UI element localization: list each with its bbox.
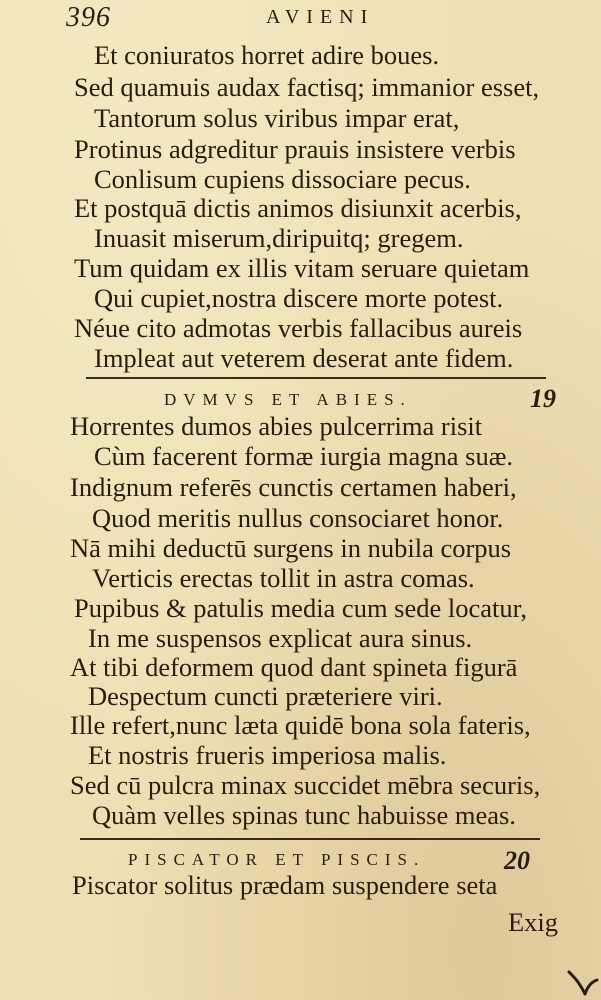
page-number: 396	[66, 2, 111, 33]
verse-line: Et nostris frueris imperiosa malis.	[88, 740, 447, 770]
fable-title: PISCATOR ET PISCIS.	[128, 850, 426, 869]
verse-line: Pupibus & patulis media cum sede locatur,	[74, 593, 528, 623]
section-rule	[86, 377, 546, 379]
verse-line: Sed cū pulcra minax succidet mēbra securis,	[70, 770, 541, 800]
verse-line: Despectum cuncti præteriere viri.	[88, 681, 443, 711]
verse-line: Quod meritis nullus consociaret honor.	[92, 503, 504, 533]
verse-line: Cùm facerent formæ iurgia magna suæ.	[94, 441, 513, 471]
verse-line: Indignum referēs cunctis certamen haberi,	[70, 472, 517, 502]
verse-line: Protinus adgreditur prauis insistere verbis	[74, 134, 516, 164]
running-head: AVIENI	[266, 6, 375, 28]
verse-line: Ille refert,nunc læta quidē bona sola fateris,	[70, 710, 531, 740]
verse-line: Impleat aut veterem deserat ante fidem.	[94, 343, 514, 373]
verse-line: Piscator solitus prædam suspendere seta	[72, 870, 498, 900]
verse-line: Conlisum cupiens dissociare pecus.	[94, 164, 471, 194]
fable-number: 19	[530, 384, 556, 413]
verse-line: Qui cupiet,nostra discere morte potest.	[94, 283, 504, 313]
verse-line: Nā mihi deductū surgens in nubila corpus	[70, 533, 512, 563]
verse-line: Et postquā dictis animos disiunxit acerbis,	[74, 193, 522, 223]
verse-line: In me suspensos explicat aura sinus.	[88, 623, 473, 653]
fable-title: DVMVS ET ABIES.	[164, 390, 412, 409]
verse-line: Horrentes dumos abies pulcerrima risit	[70, 411, 483, 441]
section-rule	[80, 838, 540, 840]
verse-line: Inuasit miserum,diripuitq; gregem.	[94, 223, 464, 253]
page-header	[66, 2, 546, 36]
verse-line: Quàm velles spinas tunc habuisse meas.	[92, 800, 516, 830]
verse-line: Tantorum solus viribus impar erat,	[94, 103, 460, 133]
verse-line: Et coniuratos horret adire boues.	[94, 40, 440, 70]
verse-line: Tum quidam ex illis vitam seruare quietam	[74, 253, 530, 283]
catchword: Exig	[508, 907, 559, 937]
verse-line: At tibi deformem quod dant spineta figurā	[70, 652, 518, 682]
verse-line: Sed quamuis audax factisq; immanior esset,	[74, 72, 540, 102]
corner-ornament-icon	[565, 964, 599, 998]
verse-line: Néue cito admotas verbis fallacibus aureis	[74, 313, 523, 343]
verse-line: Verticis erectas tollit in astra comas.	[92, 563, 475, 593]
fable-number: 20	[504, 846, 530, 875]
